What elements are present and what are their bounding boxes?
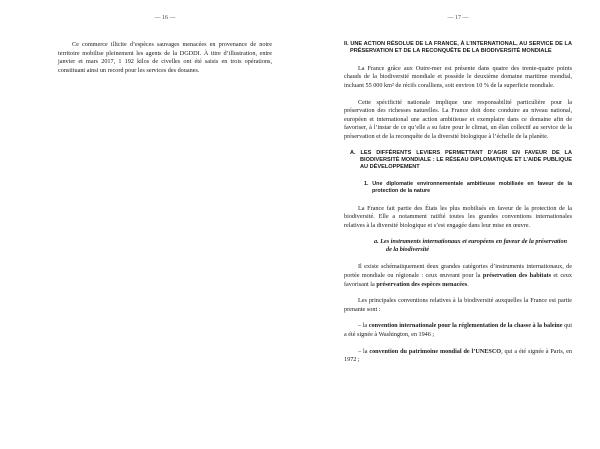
page-number: — 17 — <box>447 15 469 21</box>
body-paragraph: Il existe schématiquement deux grandes catégories d’instruments internationaux, de portée mondiale ou régionale : ceux œuvrant pour la préservation des habitats et ceux favorisant la préservation des espèces menacées. <box>344 263 572 288</box>
body-paragraph: La France grâce aux Outre-mer est présente dans quatre des trente-quatre points chauds de la biodiversité mondiale et possède le deuxième domaine maritime mondial, incluant 55 000 km² de récifs coralliens, soit environ 10 % de la superficie mondiale. <box>344 64 572 89</box>
bold-term: convention internationale pour la réglementation de la chasse à la baleine <box>368 322 563 330</box>
right-page <box>300 0 600 449</box>
bold-term: préservation des habitats <box>482 271 552 279</box>
section-heading: II. UNE ACTION RÉSOLUE DE LA FRANCE, À L’INTERNATIONAL, AU SERVICE DE LA PRÉSERVATION ET DE LA RECONQUÊTE DE LA BIODIVERSITÉ MONDIALE <box>344 41 572 55</box>
bold-term: convention du patrimoine mondial de l’UNESCO <box>369 347 502 355</box>
sub-subsection-heading: 1. Une diplomatie environnementale ambitieuse mobilisée en faveur de la protection de la nature <box>364 180 572 195</box>
subsection-heading: A. LES DIFFÉRENTS LEVIERS PERMETTANT D’AGIR EN FAVEUR DE LA BIODIVERSITÉ MONDIALE : LE RÉSEAU DIPLOMATIQUE ET L’AIDE PUBLIQUE AU DÉVELOPPEMENT <box>350 149 572 171</box>
page-number: — 16 — <box>154 15 176 21</box>
body-paragraph: Ce commerce illicite d’espèces sauvages menacées en provenance de notre territoire mobilise pleinement les agents de la DGDDI. À titre d’illustration, entre janvier et mars 2017, 1 192 kilos de civelles ont été saisis en trois opérations, constituant ainsi un record pour les services des douanes. <box>58 41 272 74</box>
bold-term: préservation des espèces menacées <box>376 280 468 288</box>
list-item: – la convention du patrimoine mondial de l’UNESCO, qui a été signée à Paris, en 1972 ; <box>344 347 573 364</box>
list-item: – la convention internationale pour la réglementation de la chasse à la baleine qui a été signée à Washington, en 1946 ; <box>344 322 572 338</box>
body-paragraph: Cette spécificité nationale implique une responsabilité particulière pour la préservation des richesses naturelles. La France doit donc conduire au niveau national, européen et international une action ambitieuse et exemplaire dans ce domaine afin de favoriser, à l’instar de ce qu’elle a su faire pour le climat, un élan collectif au service de la préservation et de la reconquête de la diversité biologique à l’échelle de la planète. <box>344 98 572 140</box>
body-paragraph: La France fait partie des États les plus mobilisés en faveur de la protection de la biodiversité. Elle a notamment ratifié toutes les grandes conventions internationales relatives à la diversité biologique et s’est engagée dans leur mise en œuvre. <box>344 204 572 229</box>
body-paragraph: Les principales conventions relatives à la biodiversité auxquelles la France est partie prenante sont : <box>344 297 572 313</box>
italic-heading: a. Les instruments internationaux et européens en faveur de la préservation de la biodiversité <box>374 238 568 254</box>
